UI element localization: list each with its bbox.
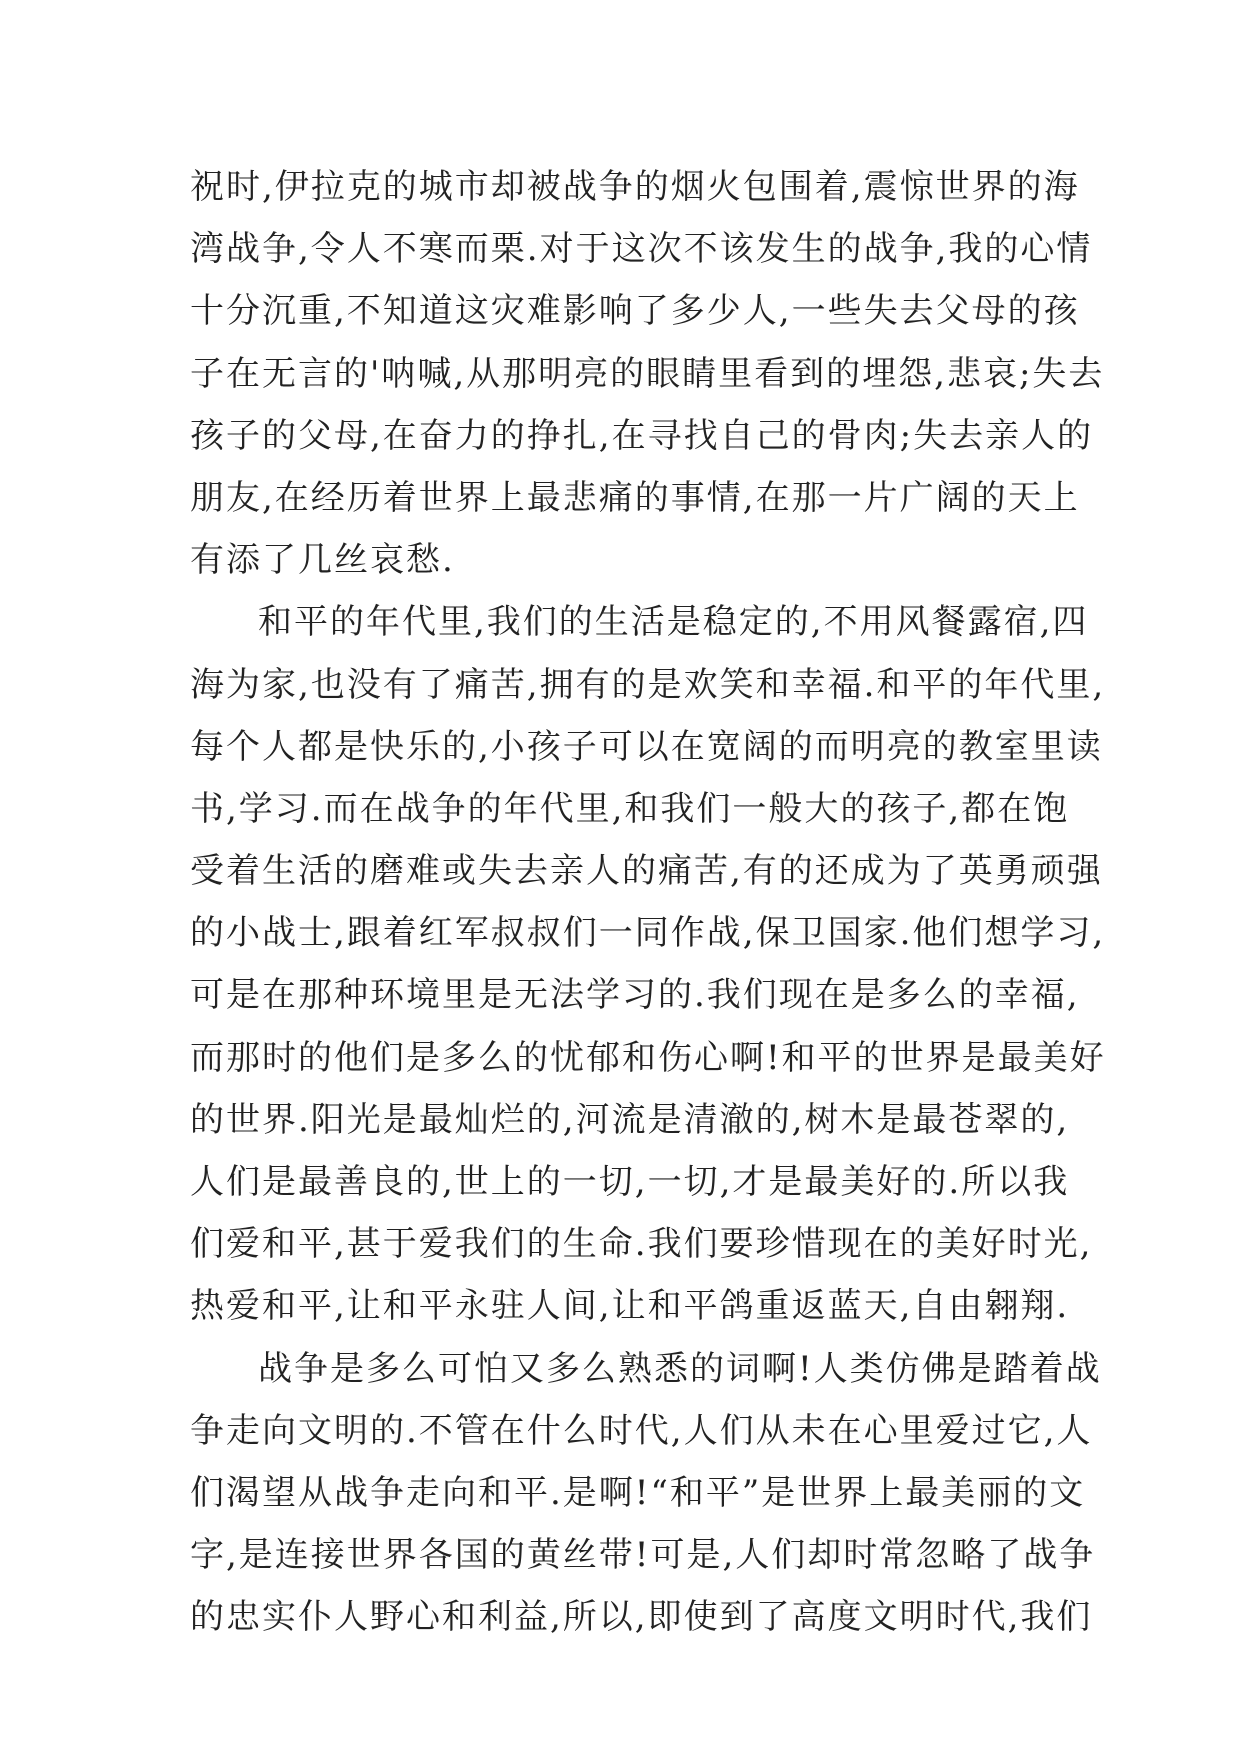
text-line: 的世界.阳光是最灿烂的,河流是清澈的,树木是最苍翠的, [190,1099,1070,1140]
text-line: 湾战争,令人不寒而栗.对于这次不该发生的战争,我的心情 [190,229,1093,270]
text-line: 书,学习.而在战争的年代里,和我们一般大的孩子,都在饱 [190,788,1070,829]
text-line: 孩子的父母,在奋力的挣扎,在寻找自己的骨肉;失去亲人的 [190,415,1094,456]
text-line: 和平的年代里,我们的生活是稳定的,不用风餐露宿,四 [258,602,1089,643]
paragraph-2 [190,591,1106,1337]
text-line: 人们是最善良的,世上的一切,一切,才是最美好的.所以我 [190,1162,1070,1202]
text-line: 们渴望从战争走向和平.是啊!“和平”是世界上最美丽的文 [190,1472,1086,1513]
text-line: 而那时的他们是多么的忧郁和伤心啊!和平的世界是最美好 [190,1037,1106,1078]
text-line: 有添了几丝哀愁. [190,540,455,581]
text-line: 可是在那种环境里是无法学习的.我们现在是多么的幸福, [190,975,1080,1016]
text-line: 们爱和平,甚于爱我们的生命.我们要珍惜现在的美好时光, [190,1224,1093,1265]
paragraph-3 [190,1338,1102,1649]
text-line: 的小战士,跟着红军叔叔们一同作战,保卫国家.他们想学习, [190,913,1106,954]
text-line: 战争是多么可怕又多么熟悉的词啊!人类仿佛是踏着战 [258,1348,1102,1389]
text-line: 朋友,在经历着世界上最悲痛的事情,在那一片广阔的天上 [190,477,1080,518]
text-line: 受着生活的磨难或失去亲人的痛苦,有的还成为了英勇顽强 [190,851,1103,892]
paragraph-1 [190,156,1105,591]
text-line: 十分沉重,不知道这灾难影响了多少人,一些失去父母的孩 [190,291,1080,332]
text-line: 争走向文明的.不管在什么时代,人们从未在心里爱过它,人 [190,1410,1093,1451]
text-line: 海为家,也没有了痛苦,拥有的是欢笑和幸福.和平的年代里, [190,664,1106,705]
text-line: 热爱和平,让和平永驻人间,让和平鸽重返蓝天,自由翱翔. [190,1286,1070,1327]
text-line: 每个人都是快乐的,小孩子可以在宽阔的而明亮的教室里读 [190,726,1103,767]
document-body [190,156,1106,1649]
text-line: 的忠实仆人野心和利益,所以,即使到了高度文明时代,我们 [190,1597,1093,1638]
text-line: 字,是连接世界各国的黄丝带!可是,人们却时常忽略了战争 [190,1535,1096,1576]
text-line: 子在无言的'呐喊,从那明亮的眼睛里看到的埋怨,悲哀;失去 [190,353,1105,394]
text-line: 祝时,伊拉克的城市却被战争的烟火包围着,震惊世界的海 [190,167,1080,207]
